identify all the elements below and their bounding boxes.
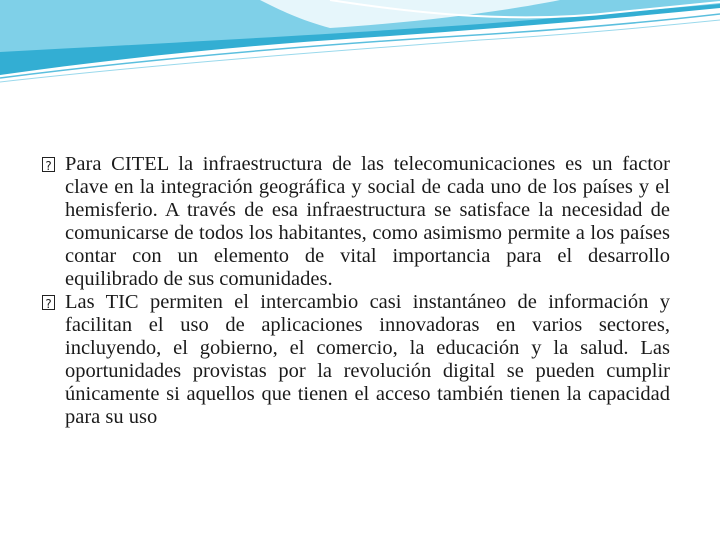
paragraph-text: Las TIC permiten el intercambio casi instantáneo de información y facilitan el uso de aplicaciones innovadoras en varios sectores, incluyendo, el gobierno, el comercio, la educación y la salud. Las oportunidades provistas por la revolución digital se pueden cumplir únicamente si aquellos que tienen el acceso también tienen la capacidad para su uso: [65, 291, 670, 428]
missing-glyph-icon: [42, 157, 55, 172]
slide-body: [40, 153, 670, 429]
missing-glyph-icon: [42, 295, 55, 310]
bullet-paragraph-1: [40, 153, 670, 291]
bullet-paragraph-2: [40, 291, 670, 429]
header-wave-decoration: [0, 0, 720, 90]
paragraph-text: Para CITEL la infraestructura de las telecomunicaciones es un factor clave en la integración geográfica y social de cada uno de los países y el hemisferio. A través de esa infraestructura se satisface la necesidad de comunicarse de todos los habitantes, como asimismo permite a los países contar con un elemento de vital importancia para el desarrollo equilibrado de sus comunidades.: [65, 153, 670, 290]
